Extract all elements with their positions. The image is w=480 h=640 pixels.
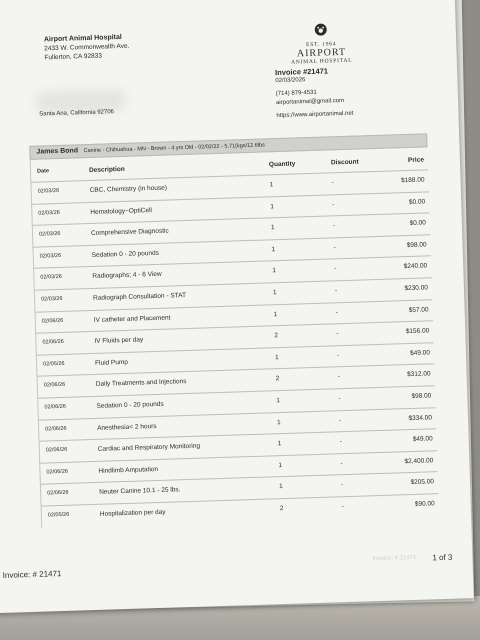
clinic-phone: (714) 879-4531 <box>275 89 317 98</box>
logo-animal-hospital: ANIMAL HOSPITAL <box>291 57 353 66</box>
item-description: Sedation 0 - 20 pounds <box>91 249 160 259</box>
item-description: Fluid Pump <box>95 358 129 367</box>
item-description: Hindlimb Amputation <box>98 465 159 475</box>
item-quantity: 1 <box>270 202 275 210</box>
item-discount: - <box>337 373 340 381</box>
item-description: CBC, Chemistry (in house) <box>89 184 168 194</box>
item-date: 02/06/26 <box>47 490 69 497</box>
item-quantity: 1 <box>272 267 277 275</box>
bill-to-city: Santa Ana, California 92706 <box>39 109 115 118</box>
footer-invoice-ref: Invoice: # 21471 <box>2 569 62 580</box>
item-price: $98.00 <box>411 392 432 400</box>
item-quantity: 1 <box>274 353 279 361</box>
item-discount: - <box>336 351 340 360</box>
invoice-date: 02/03/2026 <box>275 77 306 85</box>
item-price: $230.00 <box>404 284 429 293</box>
clinic-name: Airport Animal Hospital <box>43 33 122 44</box>
item-description: Neuter Canine 10.1 - 25 lbs. <box>99 486 181 497</box>
item-date: 02/03/26 <box>37 187 60 195</box>
patient-name: James Bond <box>36 147 79 156</box>
logo-airport: AIRPORT <box>296 46 347 60</box>
item-discount: - <box>334 265 337 273</box>
item-price: $312.00 <box>407 370 431 379</box>
item-description: Comprehensive Diagnostic <box>90 227 169 238</box>
header-price: Price <box>407 156 425 164</box>
clinic-email: airportanimal@gmail.com <box>275 97 345 107</box>
item-discount: - <box>338 416 342 424</box>
clinic-address-line1: 2433 W. Commonwealth Ave. <box>44 42 130 53</box>
item-quantity: 1 <box>278 483 283 491</box>
item-date: 02/03/26 <box>40 274 62 281</box>
item-date: 02/03/26 <box>40 295 63 303</box>
item-price: $98.00 <box>406 241 427 249</box>
item-discount: - <box>339 438 342 446</box>
item-price: $2,400.00 <box>404 457 434 465</box>
item-price: $0.00 <box>408 198 426 206</box>
item-discount: - <box>332 222 336 230</box>
item-discount: - <box>331 179 334 187</box>
item-discount: - <box>332 200 335 208</box>
item-quantity: 1 <box>271 245 276 254</box>
item-quantity: 1 <box>269 181 274 189</box>
item-quantity: 1 <box>276 397 281 405</box>
item-discount: - <box>334 287 338 295</box>
item-quantity: 2 <box>279 504 284 513</box>
item-quantity: 1 <box>272 289 277 297</box>
item-date: 02/06/26 <box>44 403 66 411</box>
item-quantity: 2 <box>275 375 280 383</box>
header-date: Date <box>36 168 50 175</box>
invoice-info <box>275 66 354 121</box>
header-description: Description <box>88 165 125 174</box>
item-discount: - <box>336 330 339 338</box>
item-price: $49.00 <box>409 349 431 357</box>
item-date: 02/03/26 <box>39 252 62 260</box>
item-discount: - <box>333 244 336 252</box>
item-date: 02/06/26 <box>42 339 64 346</box>
header-quantity: Quantity <box>268 160 296 169</box>
clinic-header <box>44 33 130 63</box>
item-price: $90.00 <box>414 500 435 508</box>
item-price: $240.00 <box>403 262 428 271</box>
item-discount: - <box>340 481 344 489</box>
item-price: $156.00 <box>405 327 430 336</box>
item-date: 02/06/26 <box>45 446 68 454</box>
paw-logo-icon <box>312 22 330 37</box>
patient-details: Canine - Chihuahua - MN - Brown - 4 yrs Old - 02/02/22 - 5.71(kgs/12.6lbs <box>83 142 265 155</box>
item-description: Radiographs; 4 - 6 View <box>92 271 162 281</box>
item-date: 02/06/26 <box>46 468 69 476</box>
item-description: Cardiac and Respiratory Monitoring <box>97 442 201 453</box>
item-discount: - <box>335 308 338 316</box>
item-price: $188.00 <box>400 176 425 185</box>
item-description: Radiograph Consultation - STAT <box>92 291 187 302</box>
item-price: $334.00 <box>408 413 433 422</box>
item-date: 02/06/26 <box>45 425 67 433</box>
line-items-table <box>29 133 439 527</box>
item-description: Daily Treatments and Injections <box>95 378 187 389</box>
item-description: Hematology~OptiCell <box>90 206 153 216</box>
item-quantity: 1 <box>277 440 282 448</box>
page-number: 1 of 3 <box>432 552 453 563</box>
item-description: Hospitalization per day <box>99 508 166 518</box>
item-date: 02/05/26 <box>47 511 70 519</box>
faint-reverse-text: Invoice: # 21471 <box>372 554 417 563</box>
item-discount: - <box>338 395 341 403</box>
item-description: IV Fluids per day <box>94 336 144 346</box>
item-quantity: 1 <box>273 310 278 318</box>
item-date: 02/06/26 <box>41 317 64 325</box>
item-date: 02/05/26 <box>43 360 65 368</box>
item-quantity: 1 <box>278 461 283 469</box>
logo-est: EST. 1964 <box>305 41 337 49</box>
clinic-address-line2: Fullerton, CA 92833 <box>44 52 103 62</box>
header-discount: Discount <box>330 158 359 167</box>
item-price: $0.00 <box>409 219 426 228</box>
item-description: Anesthesia< 2 hours <box>97 422 157 432</box>
item-date: 02/03/26 <box>38 231 61 238</box>
invoice-number: Invoice #21471 <box>274 66 329 78</box>
item-discount: - <box>341 503 345 511</box>
item-price: $49.00 <box>412 435 433 444</box>
item-description: IV catheter and Placement <box>93 314 171 324</box>
item-date: 02/06/26 <box>43 382 66 389</box>
item-quantity: 1 <box>270 224 275 232</box>
item-description: Sedation 0 - 20 pounds <box>96 400 164 410</box>
item-price: $205.00 <box>410 478 435 487</box>
item-quantity: 1 <box>276 418 281 426</box>
item-price: $57.00 <box>408 305 429 314</box>
item-quantity: 2 <box>274 332 279 340</box>
item-discount: - <box>340 459 343 467</box>
table-body <box>30 169 439 527</box>
item-date: 02/03/26 <box>38 209 60 217</box>
clinic-logo <box>276 21 367 67</box>
clinic-website: https://www.airportanimal.net <box>276 110 354 120</box>
